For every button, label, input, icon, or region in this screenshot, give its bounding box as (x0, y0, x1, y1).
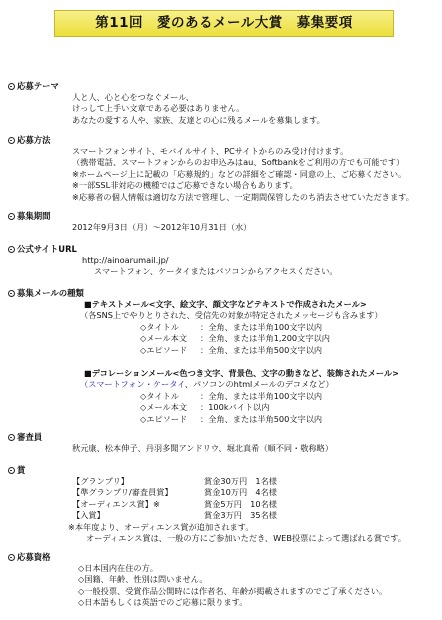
period-text: 2012年9月3日（月）〜2012年10月31日（水） (72, 222, 252, 232)
circle-bullet-icon (8, 246, 15, 253)
prize-note: ※本年度より、オーディエンス賞が追加されます。 (68, 521, 254, 532)
deco-note-colored: （スマートフォン・ケータイ (80, 379, 185, 390)
page-title: 第11回 愛のあるメール大賞 募集要項 (54, 10, 394, 37)
spec-key: ◇タイトル (140, 390, 179, 401)
prize-name: 【入賞】 (72, 510, 105, 521)
spec-value: ：全角、または半角500文字以内 (200, 413, 323, 424)
text-mail-title: ■テキストメール<文字、絵文字、顔文字などテキストで作成されたメール> (84, 299, 367, 309)
url-note: スマートフォン、ケータイまたはパソコンからアクセスください。 (94, 266, 338, 277)
prize-name: 【準グランプリ/審査員賞】 (72, 487, 173, 498)
section-heading: 応募資格 (17, 552, 51, 562)
deco-mail-note (80, 379, 399, 390)
text-line: ※応募者の個人情報は適切な方法で管理し、一定期間保管したのち消去させていただきます。 (72, 191, 414, 202)
circle-bullet-icon (8, 434, 15, 441)
spec-row (140, 414, 399, 425)
circle-bullet-icon (8, 290, 15, 297)
deco-mail-block (8, 368, 399, 425)
section-heading: 公式サイトURL (17, 244, 77, 254)
prize-detail: 賞金30万円 1名様 (204, 476, 277, 486)
text-line: けっして上手い文章である必要はありません。 (72, 103, 245, 114)
text-line: ◇日本国内在住の方。 (78, 563, 158, 573)
spec-key: ◇エピソード (140, 413, 188, 424)
prize-note: オーディエンス賞は、一般の方にご参加いただき、WEB投票によって選ばれる賞です。 (86, 533, 406, 544)
prizes-body (8, 476, 406, 544)
section-prizes (8, 465, 25, 476)
spec-row (140, 333, 383, 344)
section-theme (8, 81, 59, 92)
prize-name: 【オーディエンス賞】※ (72, 498, 160, 509)
prize-detail: 賞金5万円 10名様 (204, 498, 277, 509)
text-line: あなたの愛する人や、家族、友達との心に残るメールを募集します。 (72, 114, 325, 125)
prize-row (72, 476, 406, 487)
text-line: 人と人、心と心をつなぐメール、 (72, 92, 194, 102)
prize-name: 【グランプリ】 (72, 476, 129, 486)
prize-row (72, 510, 406, 521)
section-period (8, 211, 51, 222)
section-url (8, 244, 77, 255)
section-heading: 募集期間 (17, 211, 51, 221)
spec-value: ：全角、または半角100文字以内 (200, 390, 323, 401)
deco-note-rest: 、パソコンのhtmlメールのデコメなど） (184, 379, 334, 390)
text-line: ※ホームページ上に記載の「応募規約」などの詳細をご確認・同意の上、ご応募ください。 (72, 168, 407, 179)
section-heading: 応募テーマ (17, 81, 59, 91)
spec-key: ◇メール本文 (140, 333, 188, 344)
eligibility-body (8, 563, 387, 609)
spec-value: ：全角、または半角500文字以内 (200, 344, 323, 355)
spec-row (140, 345, 383, 356)
spec-key: ◇タイトル (140, 321, 179, 332)
theme-body (8, 92, 325, 126)
circle-bullet-icon (8, 554, 15, 561)
circle-bullet-icon (8, 83, 15, 90)
judges-text: 秋元康、松本伸子、丹羽多聞アンドリウ、堀北真希（順不同・敬称略） (72, 443, 334, 453)
prize-row (72, 487, 406, 498)
text-line: （携帯電話、スマートフォンからのお申込みはau、Softbankをご利用の方でも可能です） (72, 157, 405, 168)
official-site-link[interactable]: http://ainoarumail.jp/ (82, 255, 169, 265)
prize-detail: 賞金3万円 35名様 (204, 510, 277, 521)
section-judges (8, 432, 42, 443)
spec-row (140, 322, 383, 333)
spec-value: ：全角、または半角100文字以内 (200, 321, 323, 332)
section-heading: 審査員 (17, 432, 43, 442)
prize-row (72, 499, 406, 510)
text-line: ※一部SSL非対応の機種ではご応募できない場合もあります。 (72, 180, 298, 191)
text-line: ◇一般投票、受賞作品公開時には作者名、年齢が掲載されますのでご了承ください。 (78, 585, 388, 596)
circle-bullet-icon (8, 467, 15, 474)
text-mail-note: （各SNS上でやりとりされた、受信先の対象が特定されたメッセージも含みます） (80, 310, 383, 321)
text-line: ◇国籍、年齢、性別は問いません。 (78, 574, 208, 585)
section-heading: 賞 (17, 465, 26, 475)
method-body (8, 146, 414, 203)
url-body (8, 255, 338, 278)
spec-value: ：全角、または半角1,200文字以内 (200, 333, 330, 344)
circle-bullet-icon (8, 137, 15, 144)
spec-value: ：100kバイト以内 (200, 402, 270, 413)
spec-row (140, 402, 399, 413)
section-types (8, 288, 84, 299)
spec-key: ◇エピソード (140, 344, 188, 355)
section-eligibility (8, 552, 51, 563)
text-line: スマートフォンサイト、モバイルサイト、PCサイトからのみ受け付けます。 (72, 146, 349, 156)
spec-key: ◇メール本文 (140, 402, 188, 413)
section-heading: 応募方法 (17, 135, 51, 145)
section-heading: 募集メールの種類 (17, 288, 84, 298)
spec-row (140, 391, 399, 402)
prize-detail: 賞金10万円 4名様 (204, 487, 277, 498)
text-mail-block (8, 299, 383, 356)
text-line: ◇日本語もしくは英語でのご応募に限ります。 (78, 597, 248, 608)
circle-bullet-icon (8, 213, 15, 220)
section-method (8, 135, 51, 146)
deco-mail-title: ■デコレーションメール<色つき文字、背景色、文字の動きなど、装飾されたメール> (84, 368, 399, 378)
